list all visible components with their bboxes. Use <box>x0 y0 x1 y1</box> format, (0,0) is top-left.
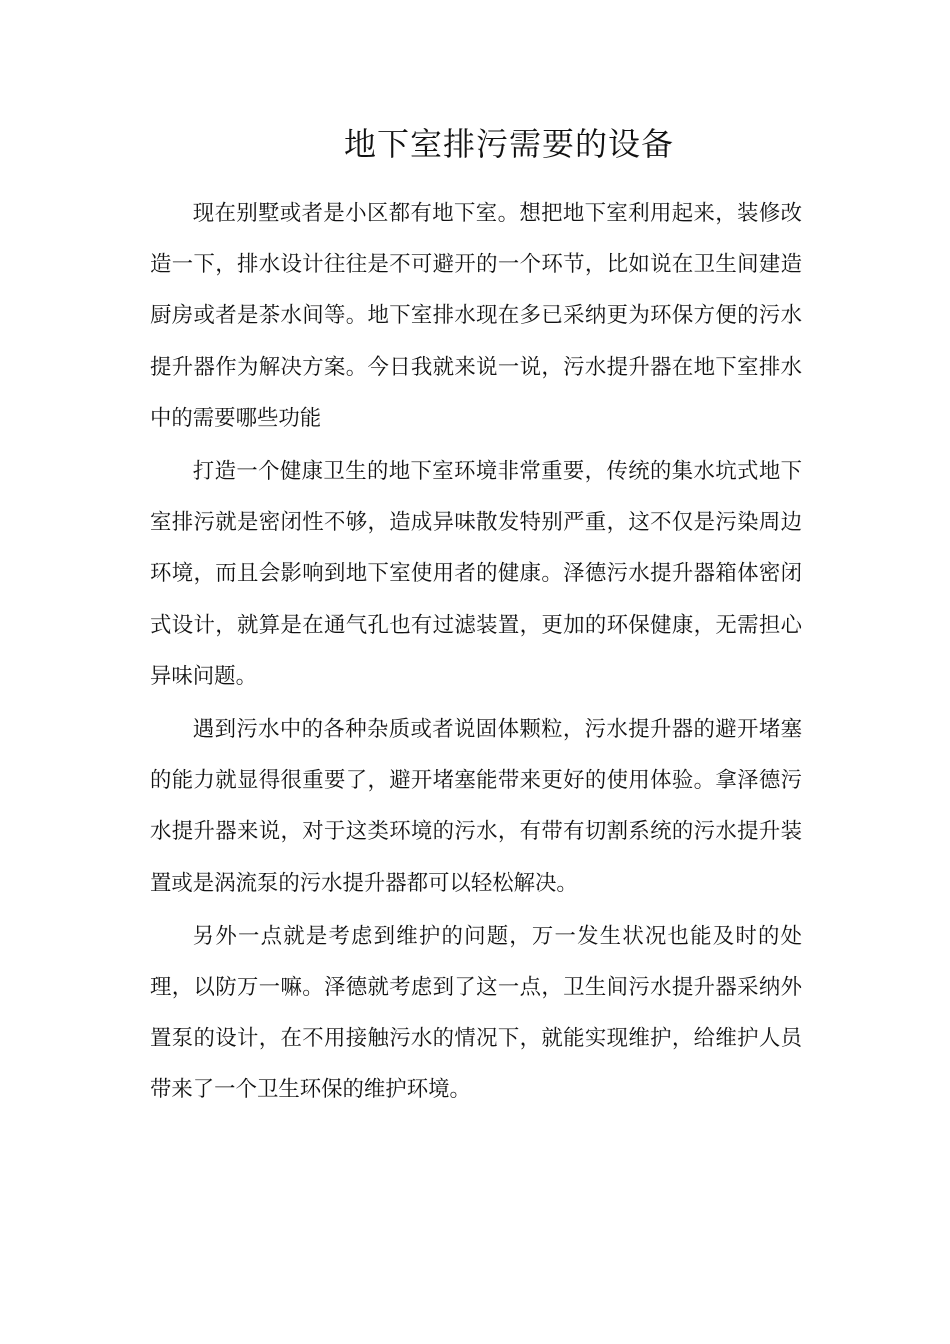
paragraph-4: 另外一点就是考虑到维护的问题，万一发生状况也能及时的处理，以防万一嘛。泽德就考虑到了这一点，卫生间污水提升器采纳外置泵的设计，在不用接触污水的情况下，就能实现维护，给维护人员带来了一个卫生环保的维护环境。 <box>150 923 802 1103</box>
document-body <box>150 188 802 1116</box>
paragraph-3: 遇到污水中的各种杂质或者说固体颗粒，污水提升器的避开堵塞的能力就显得很重要了，避开堵塞能带来更好的使用体验。拿泽德污水提升器来说，对于这类环境的污水，有带有切割系统的污水提升装置或是涡流泵的污水提升器都可以轻松解决。 <box>150 717 802 896</box>
paragraph-1: 现在别墅或者是小区都有地下室。想把地下室利用起来，装修改造一下，排水设计往往是不可避开的一个环节，比如说在卫生间建造厨房或者是茶水间等。地下室排水现在多已采纳更为环保方便的污水提升器作为解决方案。今日我就来说一说，污水提升器在地下室排水中的需要哪些功能 <box>150 201 802 431</box>
document-title: 地下室排污需要的设备 <box>343 125 674 163</box>
paragraph-2: 打造一个健康卫生的地下室环境非常重要，传统的集水坑式地下室排污就是密闭性不够，造成异味散发特别严重，这不仅是污染周边环境，而且会影响到地下室使用者的健康。泽德污水提升器箱体密闭式设计，就算是在通气孔也有过滤装置，更加的环保健康，无需担心异味问题。 <box>150 459 802 689</box>
